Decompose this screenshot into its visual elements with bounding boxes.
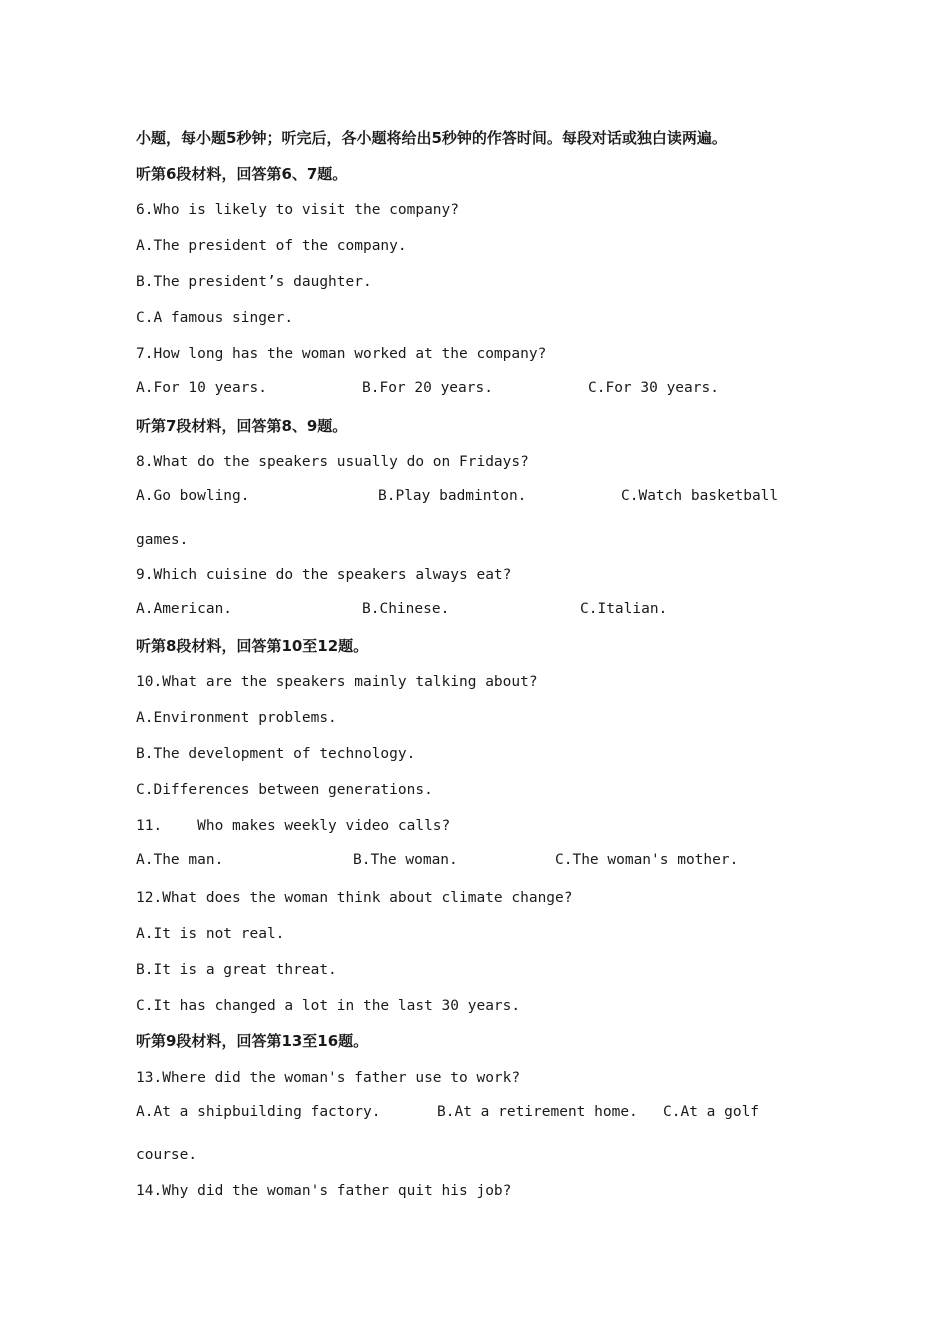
question-10-option-b: B.The development of technology. <box>136 746 416 762</box>
question-9-option-c: C.Italian. <box>580 601 668 617</box>
question-10-option-c: C.Differences between generations. <box>136 782 433 798</box>
section-7-heading: 听第7段材料，回答第8、9题。 <box>136 417 348 435</box>
question-13-option-b: B.At a retirement home. <box>437 1104 638 1120</box>
question-6: 6.Who is likely to visit the company? <box>136 202 460 218</box>
section-6-heading: 听第6段材料，回答第6、7题。 <box>136 165 348 183</box>
question-6-option-b: B.The president’s daughter. <box>136 274 372 290</box>
question-10: 10.What are the speakers mainly talking about? <box>136 674 538 690</box>
question-8-option-b: B.Play badminton. <box>378 488 527 504</box>
question-11-option-b: B.The woman. <box>353 852 458 868</box>
question-8: 8.What do the speakers usually do on Fridays? <box>136 454 529 470</box>
question-7-option-c: C.For 30 years. <box>588 380 719 396</box>
question-12-option-c: C.It has changed a lot in the last 30 years. <box>136 998 521 1014</box>
question-12-option-a: A.It is not real. <box>136 926 285 942</box>
question-11-option-c: C.The woman's mother. <box>555 852 739 868</box>
question-7: 7.How long has the woman worked at the company? <box>136 346 547 362</box>
question-13-option-c-continued: course. <box>136 1147 198 1163</box>
section-9-heading: 听第9段材料，回答第13至16题。 <box>136 1032 369 1050</box>
question-7-option-a: A.For 10 years. <box>136 380 267 396</box>
question-6-option-c: C.A famous singer. <box>136 310 294 326</box>
question-11-option-a: A.The man. <box>136 852 224 868</box>
question-13-option-c: C.At a golf <box>663 1104 760 1120</box>
question-9-option-a: A.American. <box>136 601 233 617</box>
instructions-continued: 小题，每小题5秒钟；听完后，各小题将给出5秒钟的作答时间。每段对话或独白读两遍。 <box>136 129 727 147</box>
question-7-option-b: B.For 20 years. <box>362 380 493 396</box>
question-13: 13.Where did the woman's father use to work? <box>136 1070 521 1086</box>
question-12-option-b: B.It is a great threat. <box>136 962 337 978</box>
question-12: 12.What does the woman think about climate change? <box>136 890 573 906</box>
question-8-option-c-continued: games. <box>136 532 189 548</box>
question-10-option-a: A.Environment problems. <box>136 710 337 726</box>
question-8-option-a: A.Go bowling. <box>136 488 250 504</box>
question-6-option-a: A.The president of the company. <box>136 238 407 254</box>
question-11: 11. Who makes weekly video calls? <box>136 818 451 834</box>
question-14: 14.Why did the woman's father quit his job? <box>136 1183 512 1199</box>
section-8-heading: 听第8段材料，回答第10至12题。 <box>136 637 369 655</box>
question-9-option-b: B.Chinese. <box>362 601 450 617</box>
question-13-option-a: A.At a shipbuilding factory. <box>136 1104 381 1120</box>
question-8-option-c: C.Watch basketball <box>621 488 779 504</box>
question-9: 9.Which cuisine do the speakers always eat? <box>136 567 512 583</box>
